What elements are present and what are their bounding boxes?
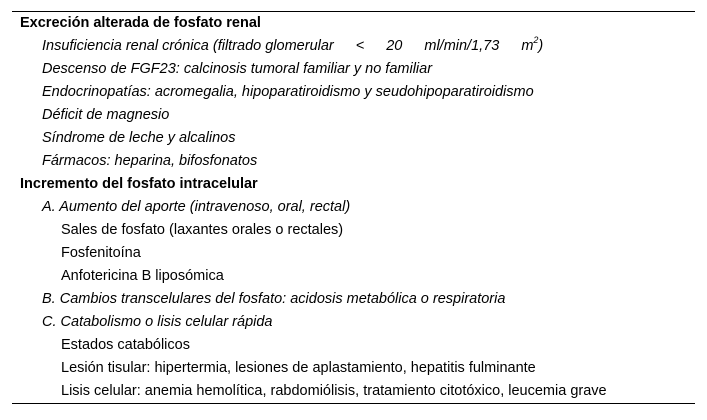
list-item: Déficit de magnesio (42, 107, 170, 123)
list-item: Fosfenitoína (61, 245, 141, 261)
group-label-b: B. Cambios transcelulares del fosfato: acidosis metabólica o respiratoria (42, 291, 506, 307)
list-item: Descenso de FGF23: calcinosis tumoral familiar y no familiar (42, 61, 433, 77)
list-item: Endocrinopatías: acromegalia, hipoparatiroidismo y seudohipoparatiroidismo (42, 84, 534, 100)
item-operator: < (355, 38, 365, 54)
item-number: 20 (386, 38, 403, 54)
section-heading-intracellular: Incremento del fosfato intracelular (20, 176, 258, 192)
list-item: Estados catabólicos (61, 337, 190, 353)
item-unit-m: m (521, 38, 534, 54)
group-label-c: C. Catabolismo o lisis celular rápida (42, 314, 273, 330)
list-item: Sales de fosfato (laxantes orales o rectales) (61, 222, 344, 238)
item-unit-sup: 2 (533, 35, 539, 45)
item-unit: ml/min/1,73 (424, 38, 500, 54)
causes-table (12, 11, 695, 404)
group-label-a: A. Aumento del aporte (intravenoso, oral, rectal) (42, 199, 351, 215)
item-close-paren: ) (538, 38, 544, 54)
list-item: Fármacos: heparina, bifosfonatos (42, 153, 258, 169)
list-item: Anfotericina B liposómica (61, 268, 224, 284)
list-item: Lesión tisular: hipertermia, lesiones de aplastamiento, hepatitis fulminante (61, 360, 536, 376)
section-heading-renal: Excreción alterada de fosfato renal (20, 15, 261, 31)
list-item: Síndrome de leche y alcalinos (42, 130, 236, 146)
list-item: Lisis celular: anemia hemolítica, rabdomiólisis, tratamiento citotóxico, leucemia grave (61, 383, 607, 399)
list-item-renal-insufficiency (12, 35, 695, 58)
item-text: Insuficiencia renal crónica (filtrado glomerular (42, 38, 334, 54)
